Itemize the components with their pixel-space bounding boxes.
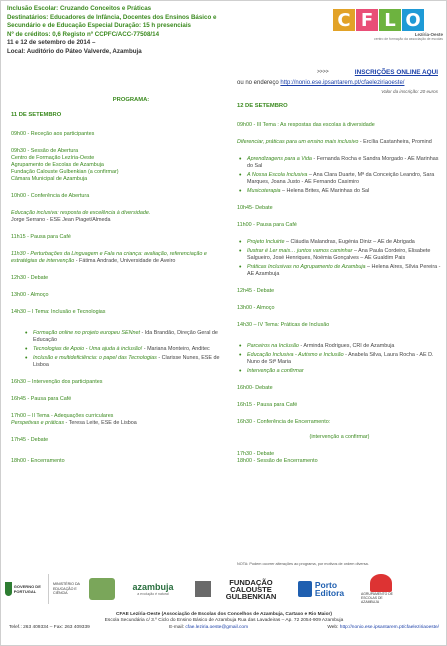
tema4-list [239, 343, 442, 375]
azambuja-logo: azambuja a evolução é natural [132, 582, 174, 596]
logo-letter: O [402, 9, 424, 31]
header-creditos: Nº de créditos: 0,6 Registo nº CCPFC/ACC-77508/14 [7, 30, 160, 38]
session-almoco-2: 13h00 - Almoço [237, 305, 275, 311]
ministerio-logo: MINISTÉRIO DA EDUCAÇÃO E CIÊNCIA [53, 582, 80, 596]
header-duracao: Secundário e de Educação Especial Duração: 15 h presenciais [7, 22, 191, 30]
session-debate-2: 17h45 - Debate [11, 437, 49, 443]
logo-letter: L [379, 9, 401, 31]
endereco-prefix: ou no endereço [237, 80, 279, 86]
gulbenkian-tile-logo [87, 574, 117, 604]
logo-letter: C [333, 9, 355, 31]
session-cafe-2: 16h45 - Pausa para Café [11, 396, 72, 402]
list-item: • Musicoterapia – Helena Brites, AE Marinhas do Sal [239, 188, 442, 195]
abertura-item: Fundação Calouste Gulbenkian (a confirmar) [11, 169, 119, 175]
list-item: • Projeto Incluirte – Cláudia Malandras, Eugénia Diniz – AE de Abrigada [239, 239, 442, 246]
list-item: • Formação online no projeto europeu SENnet - Ida Brandão, Direção Geral de Educação [25, 330, 221, 344]
day1-heading: 11 DE SETEMBRO [11, 112, 62, 118]
session-cafe-3: 11h00 - Pausa para Café [237, 222, 297, 228]
governo-portugal-logo: GOVERNO DE PORTUGAL [5, 574, 49, 604]
logo-tagline: centro de formação da associação de escolas [374, 37, 443, 41]
shield-icon [5, 582, 12, 596]
session-tema4: 14h30 – IV Tema: Práticas de Inclusão [237, 322, 330, 328]
footer-phone: Telef.: 263 409334 – Fax: 263 409339 [9, 624, 90, 630]
conferencia-detail [11, 210, 221, 224]
web-link[interactable]: http://nonio.ese.ipsantarem.pt/cfaeleziriaoeste/ [339, 624, 439, 630]
tema1-list [25, 330, 221, 369]
cflo-logo [333, 9, 443, 45]
abertura-item: Agrupamento de Escolas de Azambuja [11, 162, 104, 168]
session-almoco-1: 13h00 - Almoço [11, 292, 49, 298]
session-cafe-1: 11h15 - Pausa para Café [11, 234, 71, 240]
conferencia-speaker: Jorge Serrano - ESE Jean Piaget/Almeda [11, 217, 111, 223]
square-icon [195, 581, 211, 597]
porto-editora-icon [298, 581, 312, 597]
logo-letter: F [356, 9, 378, 31]
session-tema2 [11, 413, 221, 427]
abertura-title: 09h30 - Sessão de Abertura [11, 148, 79, 154]
session-conferencia-abertura: 10h00 - Conferência de Abertura [11, 193, 90, 199]
session-encerramento-2: 18h00 - Sessão de Encerramento [237, 458, 318, 464]
header-block [7, 5, 337, 57]
session-conferencia-encerramento: 16h30 - Conferência de Encerramento: [237, 419, 331, 425]
footer-web: Web: http://nonio.ese.ipsantarem.pt/cfaeleziriaoeste/ [327, 624, 439, 630]
session-debate-4: 12h45 - Debate [237, 288, 275, 294]
session-debate-1: 12h30 - Debate [11, 275, 49, 281]
day2-heading: 12 DE SETEMBRO [237, 103, 288, 109]
list-item: • Ilustrar é Ler mais… juntos vamos caminhar – Ana Paula Cordeiro, Elisabete Salgueiro, José Henriques, Noémia Gonçalves – AE Gualdim Pais [239, 248, 442, 262]
programa-title: PROGRAMA: [112, 97, 150, 103]
session-perturbacoes [11, 251, 221, 265]
list-item: • Educação Inclusiva - Autismo e Inclusão - Anabela Silva, Laura Rocha - AE D. Nuno de Stª Maria [239, 352, 442, 366]
header-title: Inclusão Escolar: Cruzando Conceitos e Práticas [7, 5, 152, 12]
session-tema3: 09h00 - III Tema : As respostas das escolas à diversidade [237, 122, 375, 128]
perturbacoes-speaker: - Fátima Andrade, Universidade de Aveiro [74, 258, 176, 264]
list-item: • Intervenção a confirmar [239, 368, 442, 375]
diferenciar-title: Diferenciar, práticas para um ensino mais inclusivo [237, 139, 359, 145]
list-item: • Inclusão e multideficiência: o papel das Tecnologias - Clarisse Nunes, ESE de Lisboa [25, 355, 221, 369]
session-intervencao: 16h30 – Intervenção dos participantes [11, 379, 103, 385]
programa-day2 [237, 103, 442, 465]
inscricoes-link[interactable]: INSCRIÇÕES ONLINE AQUI [354, 69, 438, 76]
session-cafe-4: 16h15 - Pausa para Café [237, 402, 298, 408]
logo-subtitle: Lezíria-Oeste [414, 32, 443, 37]
valor-inscricao: Valor da inscrição: 20 euros [381, 89, 438, 94]
tema2-title: 17h00 – II Tema - Adequações curriculares [11, 413, 114, 419]
tema2-speaker: - Teresa Leite, ESE de Lisboa [64, 420, 137, 426]
partner-mark-logo [189, 574, 217, 604]
header-destinatarios: Destinatários: Educadores de Infância, Docentes dos Ensinos Básico e [7, 13, 217, 21]
header-local: Local: Auditório do Páteo Valverde, Azambuja [7, 47, 142, 55]
endereco-url-link[interactable]: http://nonio.ese.ipsantarem.pt/cfaeleziriaoeste/ [280, 80, 405, 86]
session-tema1: 14h30 – I Tema: Inclusão e Tecnologias [11, 309, 106, 315]
endereco-line [237, 80, 404, 86]
arrow-marker: >>>> [317, 69, 329, 75]
agrupamento-logo: AGRUPAMENTO DE ESCOLAS DE AZAMBUJA [361, 574, 401, 604]
session-rececao: 09h00 - Receção aos participantes [11, 131, 95, 137]
porto-editora-logo: Porto Editora [285, 574, 357, 604]
sponsor-logos [5, 571, 445, 607]
session-debate-3: 10h45- Debate [237, 205, 273, 211]
list-item: • A Nossa Escola Inclusiva – Ana Clara Duarte, Mª da Conceição Leandro, Sara Marques, Joana Justo - AE Fernando Casimiro [239, 172, 442, 186]
email-link[interactable]: cfae.leziria.oeste@gmail.com [185, 624, 249, 630]
footer-contacts [5, 625, 443, 631]
session-abertura [11, 148, 221, 183]
cafe-list [239, 239, 442, 278]
tema3-list [239, 156, 442, 195]
conferencia-title: Educação inclusiva: resposta de excelência à diversidade. [11, 210, 151, 216]
session-encerramento-1: 18h00 - Encerramento [11, 458, 65, 464]
logo-letters [333, 9, 443, 31]
footer-email: E-mail: cfae.leziria.oeste@gmail.com [169, 624, 249, 630]
perturbacoes-title: 11h30 - Perturbações da Linguagem e Fala na criança: avaliação, referenciação e estratégias de intervenção [11, 251, 207, 264]
session-debate-6: 17h30 - Debate [237, 451, 275, 457]
diferenciar-speaker: - Ercília Castanheira, Promind [358, 139, 432, 145]
tile-icon [89, 578, 115, 600]
footer [5, 612, 443, 631]
programa-day1 [11, 97, 221, 475]
session-debate-5: 16h00- Debate [237, 385, 273, 391]
list-item: • Parceiros na Inclusão - Arminda Rodrigues, CRI de Azambuja [239, 343, 442, 350]
list-item: • Práticas Inclusivas no Agrupamento de Azambuja – Helena Aires, Sílvia Pereira - AE Azambuja [239, 264, 442, 278]
tema2-sub: Perspetivas e práticas [11, 420, 65, 426]
fundacao-gulbenkian-logo: FUNDAÇÃO CALOUSTE GULBENKIAN [225, 577, 277, 601]
programa-note: NOTA: Podem ocorrer alterações ao programa, por motivos de ordem diversa. [237, 562, 369, 566]
diferenciar-block [237, 139, 442, 146]
header-dates: 11 e 12 de setembro de 2014 – [7, 39, 96, 47]
encerramento-note: (intervenção a confirmar) [309, 434, 370, 440]
figures-icon [370, 574, 392, 592]
abertura-item: Câmara Municipal de Azambuja [11, 176, 88, 182]
footer-org: CFAE Lezíria-Oeste (Associação de Escolas dos Concelhos de Azambuja, Cartaxo e Rio Maior) [115, 612, 332, 617]
abertura-item: Centro de Formação Lezíria-Oeste [11, 155, 95, 161]
footer-address: Escola Secundária c/ 3.º Ciclo do Ensino Básico de Azambuja Rua das Lavadeiras – Ap. 72 2054-909 Azambuja [104, 618, 344, 624]
list-item: • Tecnologias de Apoio - Uma ajuda à inclusão! - Mariana Monteiro, Anditec [25, 346, 221, 353]
list-item: • Aprendizagens para a Vida - Fernanda Rocha e Sandra Morgado - AE Marinhas do Sal [239, 156, 442, 170]
